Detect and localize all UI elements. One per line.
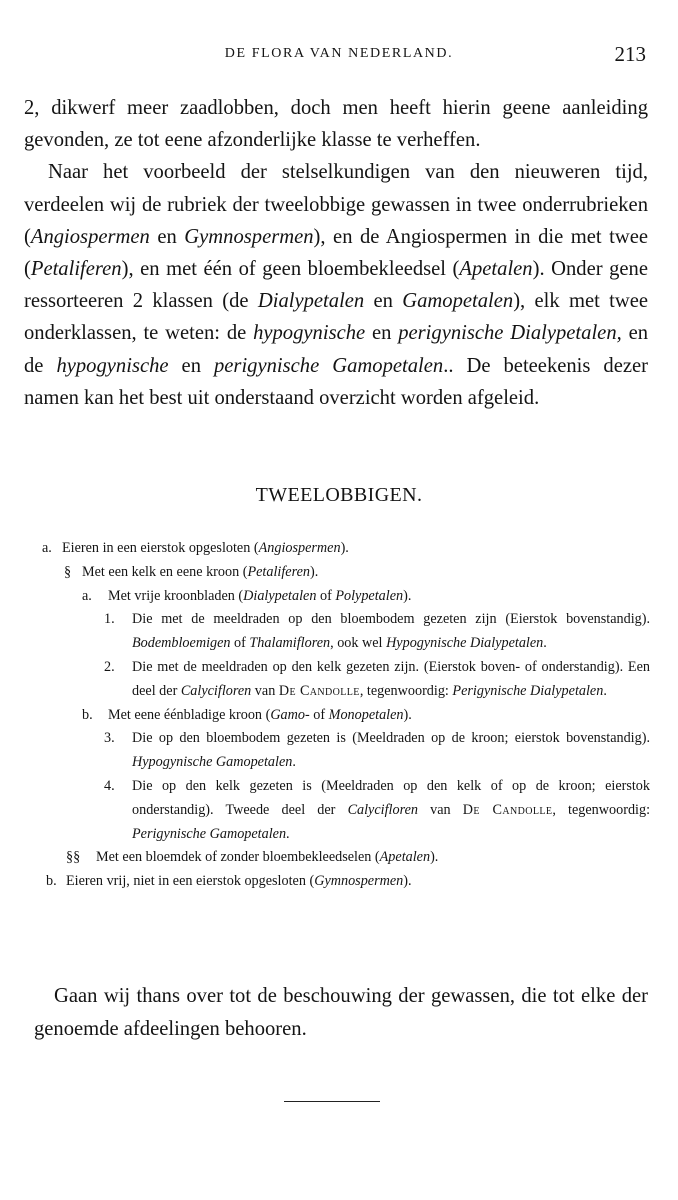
paragraph-2 [24, 156, 648, 414]
text-span: Eieren in een eierstok opgesloten ( [62, 540, 259, 556]
text-span: .. De beteekenis dezer namen kan het best uit onderstaand overzicht worden afgeleid. [24, 354, 649, 409]
italic-term: Gamo- [270, 706, 310, 723]
text-span: en [365, 322, 399, 345]
author-name: De Candolle [462, 801, 553, 818]
closing-rule [284, 1101, 380, 1102]
text-span: . [292, 754, 296, 771]
text-span: ). [403, 587, 412, 604]
italic-term: Calycifloren [180, 682, 252, 699]
outline-marker: 3. [104, 730, 115, 747]
italic-term: Perigynische Dialypetalen [452, 682, 604, 699]
outline-item-4 [104, 775, 651, 846]
text-span: ). Onder gene ressorteeren 2 klassen (de [24, 258, 648, 313]
text-span: Eieren vrij, niet in een eierstok opgesloten ( [66, 873, 315, 890]
paragraph-1 [24, 92, 648, 156]
outline-marker: b. [82, 706, 93, 723]
page-number: 213 [614, 42, 646, 66]
text-span: en [168, 354, 214, 377]
text-span: of [309, 706, 329, 723]
text-span: Die met de meeldraden op den bloembodem gezeten zijn (Eierstok bovenstandig). [132, 611, 650, 628]
outline-item-a [42, 537, 642, 561]
classification-outline [0, 537, 678, 894]
outline-marker: a. [82, 587, 92, 604]
outline-marker: §§ [66, 849, 81, 866]
outline-item-sub-a [82, 585, 642, 609]
italic-term: Thalamifloren [249, 635, 331, 652]
author-name: De Candolle [278, 682, 360, 699]
text-span: ), elk met twee onderklassen, te weten: de [24, 290, 648, 345]
text-span: . [286, 825, 290, 842]
text-span: of [230, 635, 250, 652]
italic-term: Gymnospermen [184, 225, 314, 248]
outline-marker: § [64, 563, 72, 580]
italic-term: hypogynische [253, 322, 366, 345]
italic-term: Gymnospermen [314, 873, 404, 890]
text-span: of [316, 587, 336, 604]
text-span: ). [340, 540, 349, 556]
outline-marker: 1. [104, 611, 115, 628]
text-span: Met een bloemdek of zonder bloembekleedselen ( [96, 849, 380, 866]
outline-item-2 [104, 656, 650, 704]
outline-item-section [64, 561, 642, 585]
closing-paragraph [34, 980, 648, 1045]
text-span: ). [309, 563, 319, 580]
italic-term: Dialypetalen [243, 587, 317, 604]
italic-term: Monopetalen [328, 706, 404, 723]
italic-term: Calycifloren [347, 801, 418, 818]
outline-item-1 [104, 608, 650, 656]
outline-item-double-section [66, 846, 642, 870]
outline-item-sub-b [82, 704, 642, 728]
italic-term: Angiospermen [258, 540, 341, 556]
text-span: , tegenwoordig: [359, 682, 453, 699]
italic-term: Hypogynische Dialypetalen [386, 635, 544, 652]
text-span: . [603, 682, 607, 699]
italic-term: Dialypetalen [257, 290, 365, 313]
paragraph-3: Gaan wij thans over tot de beschouwing der gewassen, die tot elke der genoemde afdeelingen behooren. [34, 985, 648, 1040]
italic-term: Hypogynische Gamopetalen [132, 754, 293, 771]
text-span: van [417, 801, 463, 818]
text-span: en [149, 225, 185, 248]
italic-term: Perigynische Gamopetalen [132, 825, 287, 842]
text-span: Die op den kelk gezeten is (Meeldraden op den kelk of op de kroon; eierstok onderstandig). Tweede deel der [132, 777, 650, 818]
text-span: ). [403, 706, 412, 723]
text-span: Naar het voorbeeld der stelselkundigen van den nieuweren tijd, verdeelen wij de rubriek der tweelobbige gewassen in twee onderrubrieken ( [24, 161, 648, 248]
body-text [24, 92, 648, 414]
text-span: Met een kelk en eene kroon ( [82, 563, 248, 580]
italic-term: hypogynische [56, 354, 169, 377]
italic-term: Apetalen [459, 258, 533, 281]
italic-term: perigynische Gamopetalen [214, 354, 444, 377]
running-title: DE FLORA VAN NEDERLAND. [224, 46, 454, 61]
italic-term: Apetalen [379, 849, 431, 866]
italic-term: Angiospermen [30, 225, 150, 248]
text-span: . [543, 635, 547, 652]
italic-term: Polypetalen [335, 587, 404, 604]
text-span: 2, dikwerf meer zaadlobben, doch men heeft hierin geene aanleiding gevonden, ze tot eene afzonderlijke klasse te verheffen. [24, 97, 648, 152]
text-span: , tegenwoordig: [552, 801, 651, 818]
text-span: van [251, 682, 279, 699]
section-heading: TWEELOBBIGEN. [255, 484, 423, 506]
italic-term: Petaliferen [247, 563, 310, 580]
text-span: ), en met één of geen bloembekleedsel ( [121, 258, 460, 281]
text-span: Die met de meeldraden op den kelk gezeten zijn. (Eierstok boven- of onderstandig). Een deel der [132, 658, 650, 699]
text-span: en [364, 290, 403, 313]
italic-term: Bodembloemigen [132, 635, 231, 652]
text-span: Met eene éénbladige kroon ( [108, 706, 271, 723]
italic-term: perigynische Dialypetalen, [398, 322, 622, 345]
text-span: ), en de Angiospermen in die met twee ( [24, 225, 649, 281]
italic-term: Petaliferen [30, 258, 122, 281]
italic-term: Gamopetalen [402, 290, 514, 313]
outline-marker: a. [42, 540, 52, 556]
outline-item-3 [104, 727, 650, 775]
running-head [0, 42, 678, 66]
text-span: en de [24, 322, 649, 377]
outline-marker: 2. [104, 658, 115, 675]
text-span: Met vrije kroonbladen ( [108, 587, 244, 604]
outline-item-b [46, 870, 642, 894]
text-span: , ook wel [330, 635, 387, 652]
text-span: Die op den bloembodem gezeten is (Meeldraden op de kroon; eierstok bovenstandig). [132, 730, 650, 747]
text-span: ). [403, 873, 412, 890]
outline-marker: 4. [104, 777, 115, 794]
outline-marker: b. [46, 873, 57, 890]
text-span: ). [430, 849, 439, 866]
